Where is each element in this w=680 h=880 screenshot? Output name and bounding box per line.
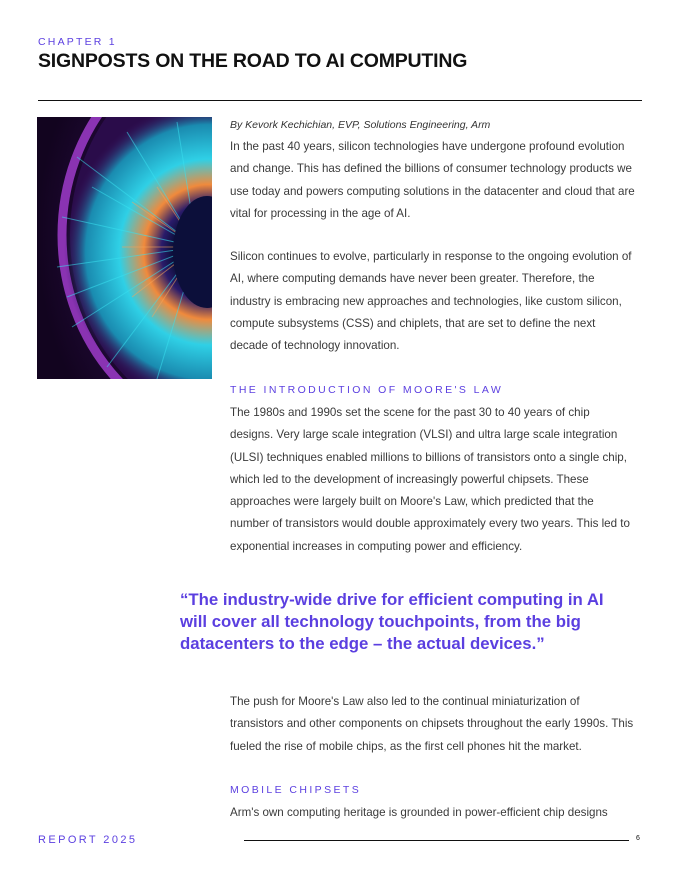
- page-title: SIGNPOSTS ON THE ROAD TO AI COMPUTING: [38, 50, 468, 72]
- footer-divider: [244, 840, 629, 841]
- paragraph-moores-law: The 1980s and 1990s set the scene for the past 30 to 40 years of chip designs. Very large scale integration (VLSI) and ultra large scale integration (ULSI) techniques enabled millions to billions of transistors onto a single chip, which led to the development of increasingly powerful chipsets. These approaches were largely built on Moore's Law, which predicted that the number of transistors would double approximately every two years. This led to exponential increases in computing power and efficiency.: [230, 406, 630, 553]
- paragraph-intro: In the past 40 years, silicon technologies have undergone profound evolution and change. This has defined the billions of consumer technology products we use today and powers computing solutions in the datacenter and cloud that are vital for processing in the age of AI.: [230, 140, 635, 220]
- eye-iris-icon: [37, 117, 212, 379]
- paragraph-mobile: Arm's own computing heritage is grounded in power-efficient chip designs: [230, 806, 608, 819]
- footer-report-label: REPORT 2025: [38, 834, 138, 846]
- page-number: 6: [636, 835, 640, 842]
- hero-image: [37, 117, 212, 379]
- chapter-label: CHAPTER 1: [38, 36, 117, 48]
- section-heading-moores-law: THE INTRODUCTION OF MOORE'S LAW: [230, 384, 504, 396]
- paragraph-miniaturization: The push for Moore's Law also led to the continual miniaturization of transistors and other components on chipsets throughout the early 1990s. This fueled the rise of mobile chips, as the first cell phones hit the market.: [230, 695, 634, 753]
- section-heading-mobile-chipsets: MOBILE CHIPSETS: [230, 784, 362, 796]
- pull-quote: “The industry-wide drive for efficient computing in AI will cover all technology touchpoints, from the big datacenters to the edge – the actual devices.”: [180, 590, 604, 653]
- paragraph-evolution: Silicon continues to evolve, particularly in response to the ongoing evolution of AI, where computing demands have never been greater. Therefore, the industry is embracing new approaches and technologies, like custom silicon, compute subsystems (CSS) and chiplets, that are set to define the next decade of technology innovation.: [230, 250, 632, 353]
- header-divider: [38, 100, 642, 101]
- byline: By Kevork Kechichian, EVP, Solutions Engineering, Arm: [230, 119, 491, 131]
